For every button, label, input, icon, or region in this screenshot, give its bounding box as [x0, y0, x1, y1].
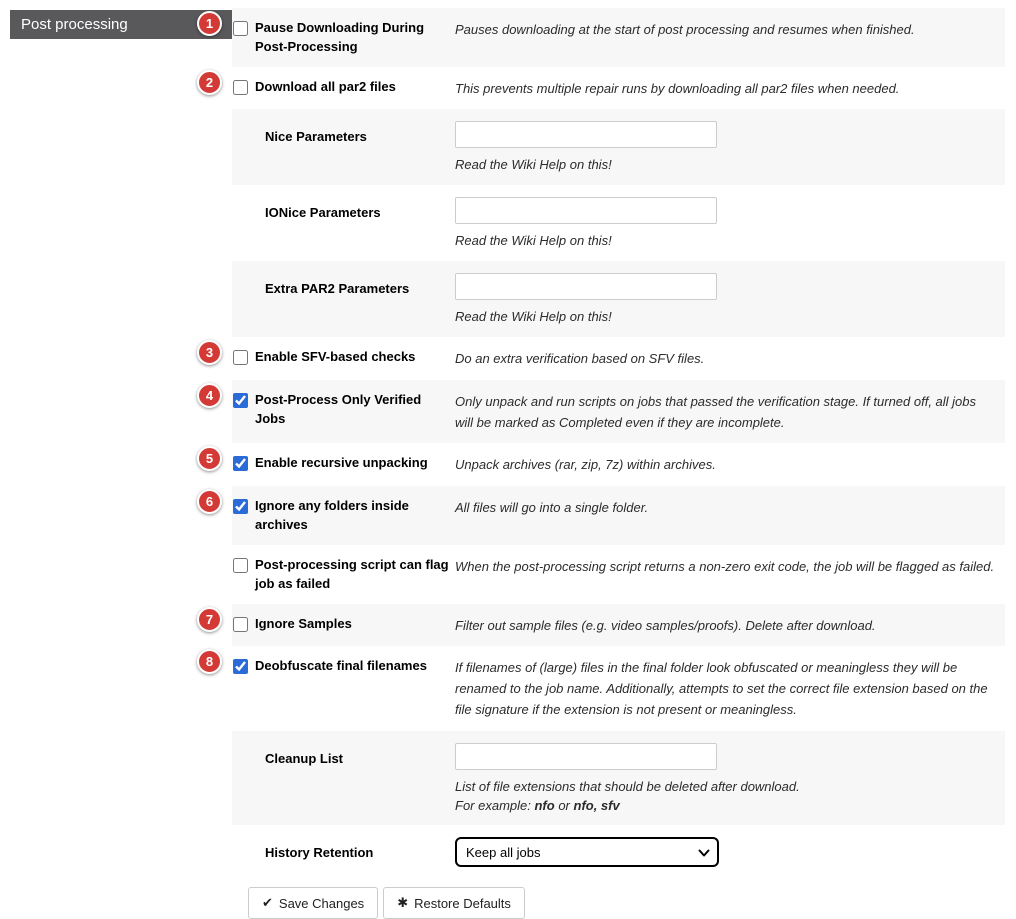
number-badge: 5	[197, 446, 222, 471]
extra-par2-parameters-input[interactable]	[455, 273, 717, 300]
save-changes-label: Save Changes	[278, 895, 365, 911]
setting-label: Download all par2 files	[255, 78, 396, 94]
field-help: Read the Wiki Help on this!	[455, 309, 612, 325]
number-badge: 1	[197, 11, 222, 36]
download-all-par2-checkbox[interactable]	[233, 80, 248, 95]
setting-description: Pauses downloading at the start of post processing and resumes when finished.	[455, 22, 915, 37]
nice-parameters-input[interactable]	[455, 121, 717, 148]
deobfuscate-filenames-checkbox[interactable]	[233, 659, 248, 674]
setting-description: Unpack archives (rar, zip, 7z) within archives.	[455, 457, 716, 473]
checkmark-icon: ✔	[262, 895, 273, 911]
setting-label: Pause Downloading During Post-Processing	[255, 20, 425, 54]
history-retention-select[interactable]	[455, 837, 719, 867]
setting-label: Enable recursive unpacking	[255, 455, 428, 471]
number-badge: 6	[197, 489, 222, 514]
setting-description: Do an extra verification based on SFV files.	[455, 351, 705, 367]
setting-description: Only unpack and run scripts on jobs that passed the verification stage. If turned off, all jobs will be marked as Completed even if they are incomplete.	[455, 393, 977, 430]
script-flag-failed-checkbox[interactable]	[233, 558, 248, 573]
field-help: Read the Wiki Help on this!	[455, 233, 612, 249]
pause-downloading-checkbox[interactable]	[233, 21, 248, 36]
setting-label: IONice Parameters	[265, 205, 381, 221]
setting-label: Ignore any folders inside archives	[255, 498, 409, 533]
setting-row-deobfuscate-filenames	[205, 646, 1005, 730]
form-actions	[248, 887, 1005, 919]
setting-row-ionice-parameters	[232, 185, 1005, 261]
setting-row-nice-parameters	[232, 109, 1005, 185]
setting-label: Enable SFV-based checks	[255, 349, 416, 365]
setting-row-ignore-samples	[205, 604, 1005, 647]
setting-label: Deobfuscate final filenames	[255, 658, 427, 674]
setting-row-recursive-unpacking	[205, 443, 1005, 486]
setting-row-download-all-par2	[205, 67, 1005, 110]
setting-row-enable-sfv-checks	[205, 337, 1005, 380]
ignore-samples-checkbox[interactable]	[233, 617, 248, 632]
postprocess-verified-only-checkbox[interactable]	[233, 393, 248, 408]
field-help: Read the Wiki Help on this!	[455, 157, 612, 173]
setting-label: History Retention	[265, 845, 374, 861]
number-badge: 3	[197, 340, 222, 365]
setting-label: Post-processing script can flag job as failed	[255, 556, 449, 591]
setting-description: If filenames of (large) files in the final folder look obfuscated or meaningless they will be renamed to the job name. Additionally, attempts to set the correct file extension based on the file signature if the extension is not present or meaningless.	[455, 660, 988, 717]
page-title: Post processing	[10, 10, 232, 39]
field-help: List of file extensions that should be deleted after download. For example: nfo or nfo, sfv	[455, 778, 800, 813]
enable-sfv-checks-checkbox[interactable]	[233, 350, 248, 365]
setting-row-history-retention	[232, 825, 1005, 877]
setting-label: Ignore Samples	[255, 615, 352, 631]
restore-defaults-label: Restore Defaults	[414, 895, 511, 911]
setting-row-script-flag-failed	[232, 545, 1005, 604]
setting-label: Nice Parameters	[265, 129, 367, 145]
asterisk-icon: ✱	[397, 895, 409, 911]
restore-defaults-button[interactable]	[383, 887, 525, 919]
setting-row-ignore-folders-in-archives	[205, 486, 1005, 545]
cleanup-list-input[interactable]	[455, 743, 717, 770]
settings-list	[205, 8, 1005, 919]
number-badge: 7	[197, 607, 222, 632]
ignore-folders-in-archives-checkbox[interactable]	[233, 499, 248, 514]
setting-label: Post-Process Only Verified Jobs	[255, 391, 422, 426]
ionice-parameters-input[interactable]	[455, 197, 717, 224]
setting-description: All files will go into a single folder.	[455, 500, 649, 516]
save-changes-button[interactable]	[248, 887, 378, 919]
setting-row-extra-par2-parameters	[232, 261, 1005, 337]
setting-row-postprocess-verified-only	[205, 380, 1005, 444]
setting-description: This prevents multiple repair runs by downloading all par2 files when needed.	[455, 80, 900, 96]
setting-description: Filter out sample files (e.g. video samples/proofs). Delete after download.	[455, 617, 876, 633]
number-badge: 4	[197, 383, 222, 408]
number-badge: 2	[197, 70, 222, 95]
history-retention-select-wrap	[455, 837, 719, 867]
setting-label: Extra PAR2 Parameters	[265, 281, 410, 297]
setting-row-cleanup-list	[232, 731, 1005, 826]
number-badge: 8	[197, 649, 222, 674]
recursive-unpacking-checkbox[interactable]	[233, 456, 248, 471]
setting-description: When the post-processing script returns a non-zero exit code, the job will be flagged as failed.	[455, 558, 995, 574]
setting-row-pause-downloading	[205, 8, 1005, 67]
setting-label: Cleanup List	[265, 750, 344, 766]
